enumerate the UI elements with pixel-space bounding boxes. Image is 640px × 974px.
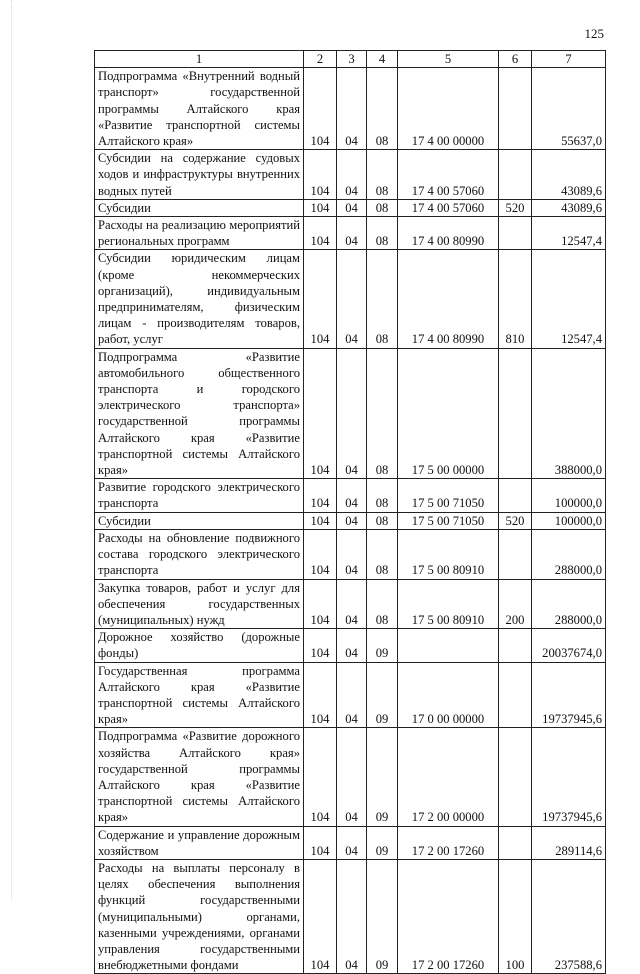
budget-table: [94, 50, 606, 974]
row-target-code: 17 4 00 57060: [398, 199, 499, 216]
row-expense-type: [499, 479, 532, 512]
row-expense-type: 520: [499, 199, 532, 216]
row-expense-type: [499, 629, 532, 662]
column-header: 2: [304, 51, 337, 68]
row-ministry-code: 104: [304, 629, 337, 662]
row-target-code: 17 4 00 00000: [398, 68, 499, 150]
row-expense-type: [499, 68, 532, 150]
column-header: 3: [337, 51, 367, 68]
column-header: 1: [95, 51, 304, 68]
row-amount: 20037674,0: [532, 629, 606, 662]
row-amount: 288000,0: [532, 529, 606, 579]
row-ministry-code: 104: [304, 150, 337, 200]
row-amount: 289114,6: [532, 826, 606, 859]
row-subsection-code: 08: [367, 217, 398, 250]
row-section-code: 04: [337, 728, 367, 826]
row-section-code: 04: [337, 529, 367, 579]
row-section-code: 04: [337, 150, 367, 200]
row-section-code: 04: [337, 250, 367, 348]
row-ministry-code: 104: [304, 826, 337, 859]
row-subsection-code: 08: [367, 68, 398, 150]
row-subsection-code: 08: [367, 579, 398, 629]
row-amount: 100000,0: [532, 512, 606, 529]
row-description: Субсидии юридическим лицам (кроме некоммерческих организаций), индивидуальным предпринимателям, физическим лицам - производителям товаров, работ, услуг: [95, 250, 304, 348]
row-target-code: 17 5 00 71050: [398, 479, 499, 512]
table-row: [95, 859, 606, 973]
row-expense-type: [499, 529, 532, 579]
table-row: [95, 629, 606, 662]
row-target-code: 17 2 00 00000: [398, 728, 499, 826]
row-amount: 43089,6: [532, 199, 606, 216]
row-section-code: 04: [337, 579, 367, 629]
row-description: Государственная программа Алтайского края «Развитие транспортной системы Алтайского края»: [95, 662, 304, 728]
row-section-code: 04: [337, 68, 367, 150]
scan-margin-line: [11, 0, 12, 900]
row-amount: 100000,0: [532, 479, 606, 512]
row-amount: 388000,0: [532, 348, 606, 479]
row-section-code: 04: [337, 512, 367, 529]
row-expense-type: [499, 728, 532, 826]
table-row: [95, 199, 606, 216]
row-subsection-code: 09: [367, 728, 398, 826]
table-row: [95, 529, 606, 579]
row-subsection-code: 08: [367, 250, 398, 348]
row-description: Расходы на реализацию мероприятий региональных программ: [95, 217, 304, 250]
row-description: Расходы на обновление подвижного состава городского электрического транспорта: [95, 529, 304, 579]
header-row: [95, 51, 606, 68]
row-subsection-code: 09: [367, 826, 398, 859]
row-section-code: 04: [337, 199, 367, 216]
row-ministry-code: 104: [304, 662, 337, 728]
row-subsection-code: 09: [367, 629, 398, 662]
row-target-code: [398, 629, 499, 662]
row-ministry-code: 104: [304, 529, 337, 579]
table-row: [95, 250, 606, 348]
row-description: Подпрограмма «Развитие автомобильного общественного транспорта и городского электрического транспорта» государственной программы Алтайского края «Развитие транспортной системы Алтайского края»: [95, 348, 304, 479]
row-target-code: 17 4 00 80990: [398, 250, 499, 348]
table-row: [95, 728, 606, 826]
row-amount: 55637,0: [532, 68, 606, 150]
row-amount: 19737945,6: [532, 728, 606, 826]
row-ministry-code: 104: [304, 859, 337, 973]
row-section-code: 04: [337, 859, 367, 973]
row-amount: 43089,6: [532, 150, 606, 200]
row-description: Закупка товаров, работ и услуг для обеспечения государственных (муниципальных) нужд: [95, 579, 304, 629]
table-row: [95, 479, 606, 512]
row-ministry-code: 104: [304, 579, 337, 629]
row-subsection-code: 08: [367, 199, 398, 216]
column-header: 6: [499, 51, 532, 68]
row-description: Расходы на выплаты персоналу в целях обеспечения выполнения функций государственными (муниципальными) органами, казенными учреждениями, органами управления государственными внебюджетными фондами: [95, 859, 304, 973]
table-row: [95, 68, 606, 150]
row-target-code: 17 4 00 80990: [398, 217, 499, 250]
row-description: Субсидии: [95, 199, 304, 216]
row-expense-type: [499, 826, 532, 859]
row-amount: 12547,4: [532, 250, 606, 348]
row-ministry-code: 104: [304, 250, 337, 348]
table-row: [95, 662, 606, 728]
row-target-code: 17 5 00 80910: [398, 529, 499, 579]
row-target-code: 17 5 00 71050: [398, 512, 499, 529]
row-ministry-code: 104: [304, 728, 337, 826]
table-row: [95, 512, 606, 529]
row-amount: 237588,6: [532, 859, 606, 973]
row-expense-type: 810: [499, 250, 532, 348]
row-subsection-code: 08: [367, 512, 398, 529]
row-subsection-code: 08: [367, 150, 398, 200]
row-expense-type: 200: [499, 579, 532, 629]
row-target-code: 17 5 00 00000: [398, 348, 499, 479]
row-subsection-code: 08: [367, 479, 398, 512]
table-row: [95, 217, 606, 250]
row-description: Дорожное хозяйство (дорожные фонды): [95, 629, 304, 662]
row-expense-type: [499, 150, 532, 200]
row-amount: 19737945,6: [532, 662, 606, 728]
row-target-code: 17 5 00 80910: [398, 579, 499, 629]
row-description: Подпрограмма «Внутренний водный транспорт» государственной программы Алтайского края «Развитие транспортной системы Алтайского края»: [95, 68, 304, 150]
column-header: 7: [532, 51, 606, 68]
row-description: Содержание и управление дорожным хозяйством: [95, 826, 304, 859]
row-expense-type: [499, 348, 532, 479]
row-target-code: 17 2 00 17260: [398, 826, 499, 859]
row-subsection-code: 09: [367, 859, 398, 973]
row-target-code: 17 2 00 17260: [398, 859, 499, 973]
row-description: Субсидии на содержание судовых ходов и инфраструктуры внутренних водных путей: [95, 150, 304, 200]
row-expense-type: [499, 662, 532, 728]
row-ministry-code: 104: [304, 348, 337, 479]
table-row: [95, 150, 606, 200]
table-row: [95, 826, 606, 859]
column-header: 4: [367, 51, 398, 68]
row-section-code: 04: [337, 629, 367, 662]
row-expense-type: 520: [499, 512, 532, 529]
row-subsection-code: 09: [367, 662, 398, 728]
row-description: Подпрограмма «Развитие дорожного хозяйства Алтайского края» государственной программы Алтайского края «Развитие транспортной системы Алтайского края»: [95, 728, 304, 826]
row-expense-type: 100: [499, 859, 532, 973]
row-section-code: 04: [337, 826, 367, 859]
row-description: Субсидии: [95, 512, 304, 529]
row-target-code: 17 0 00 00000: [398, 662, 499, 728]
row-subsection-code: 08: [367, 348, 398, 479]
row-section-code: 04: [337, 348, 367, 479]
row-amount: 288000,0: [532, 579, 606, 629]
row-ministry-code: 104: [304, 512, 337, 529]
row-ministry-code: 104: [304, 217, 337, 250]
row-ministry-code: 104: [304, 199, 337, 216]
row-section-code: 04: [337, 217, 367, 250]
row-subsection-code: 08: [367, 529, 398, 579]
row-description: Развитие городского электрического транспорта: [95, 479, 304, 512]
row-target-code: 17 4 00 57060: [398, 150, 499, 200]
column-header: 5: [398, 51, 499, 68]
table-row: [95, 579, 606, 629]
row-ministry-code: 104: [304, 479, 337, 512]
table-row: [95, 348, 606, 479]
row-section-code: 04: [337, 662, 367, 728]
row-section-code: 04: [337, 479, 367, 512]
page-number: 125: [584, 26, 604, 41]
row-amount: 12547,4: [532, 217, 606, 250]
row-expense-type: [499, 217, 532, 250]
row-ministry-code: 104: [304, 68, 337, 150]
